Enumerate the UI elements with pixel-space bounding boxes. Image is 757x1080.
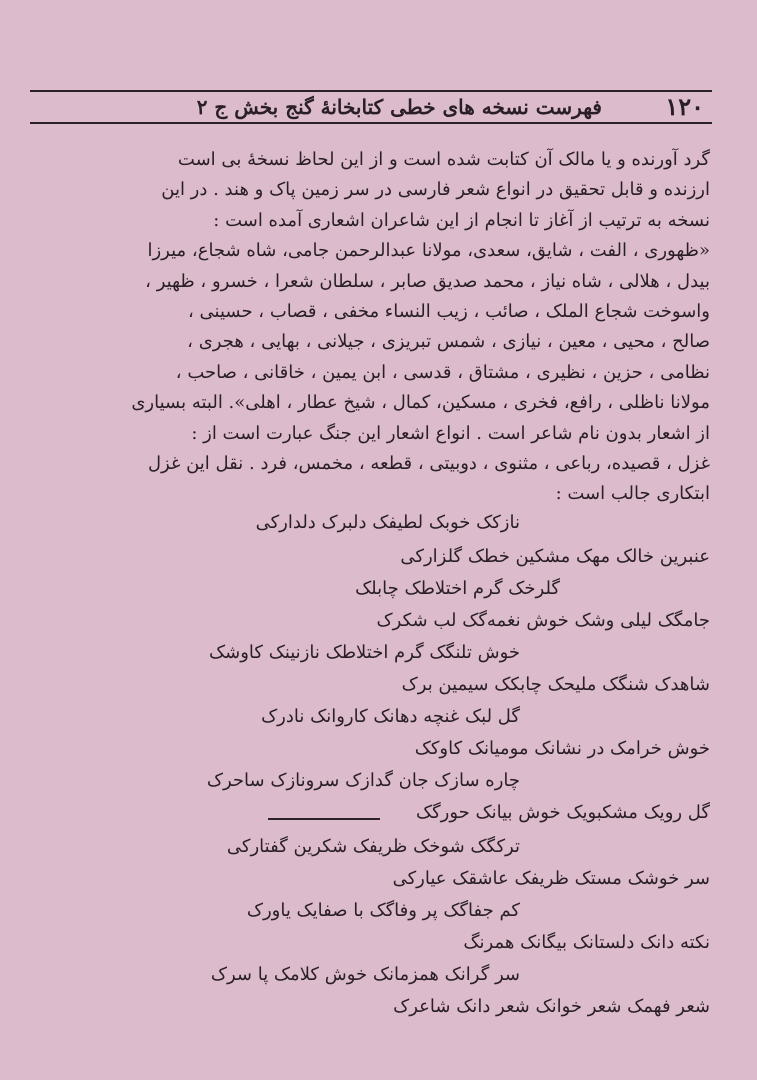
paragraph-line: بیدل ، هلالی ، شاه نیاز ، محمد صدیق صابر ، سلطان شعرا ، خسرو ، ظهیر ، xyxy=(145,270,710,292)
section-divider xyxy=(268,818,380,820)
paragraph-line: گرد آورنده و یا مالک آن کتابت شده است و از این لحاظ نسخهٔ بی است xyxy=(177,149,710,170)
poem-line: خوش خرامک در نشانک مومیانک کاوکک xyxy=(414,738,710,759)
poem-line: سر گرانک همزمانک خوش کلامک پا سرک xyxy=(210,964,520,985)
paragraph-line: نسخه به ترتیب از آغاز تا انجام از این شاعران اشعاری آمده است : xyxy=(213,209,710,231)
paragraph-line: صالح ، محیی ، معین ، نیازی ، شمس تبریزی ، جیلانی ، بهایی ، هجری ، xyxy=(187,331,710,353)
poem-line: شعر فهمک شعر خوانک شعر دانک شاعرک xyxy=(393,996,710,1017)
poem-line: گلرخک گرم اختلاطک چابلک xyxy=(355,578,560,599)
paragraph-line: ابتکاری جالب است : xyxy=(555,483,710,505)
poem-line: شاهدک شنگک ملیحک چابکک سیمین برک xyxy=(401,674,710,695)
paragraph-line: غزل ، قصیده، رباعی ، مثنوی ، دوبیتی ، قطعه ، مخمس، فرد . نقل این غزل xyxy=(147,453,710,475)
poem-line: عنبرین خالک مهک مشکین خطک گلزارکی xyxy=(400,546,710,567)
poem-line: نازکک خوبک لطیفک دلبرک دلدارکی xyxy=(255,512,520,533)
poem-line: نکته دانک دلستانک بیگانک همرنگ xyxy=(463,932,710,953)
poem-line: کم جفاگک پر وفاگک با صفایک یاورک xyxy=(246,900,520,921)
paragraph-line: نظامی ، حزین ، نظیری ، مشتاق ، قدسی ، ابن یمین ، خاقانی ، صاحب ، xyxy=(175,361,710,383)
paragraph-line: از اشعار بدون نام شاعر است . انواع اشعار این جنگ عبارت است از : xyxy=(191,422,710,444)
paragraph-line: واسوخت شجاع الملک ، صائب ، زیب النساء مخفی ، قصاب ، حسینی ، xyxy=(187,301,710,323)
paragraph-line: «ظهوری ، الفت ، شایق، سعدی، مولانا عبدالرحمن جامی، شاه شجاع، میرزا xyxy=(147,240,710,262)
poem-line: ترکگک شوخک ظریفک شکرین گفتارکی xyxy=(226,836,520,857)
poem-line: جامگک لیلی وشک خوش نغمه‌گک لب شکرک xyxy=(376,610,710,631)
page-header xyxy=(30,90,712,122)
paragraph-line: ارزنده و قابل تحقیق در انواع شعر فارسی در سر زمین پاک و هند . در این xyxy=(161,179,710,201)
body-paragraph xyxy=(40,145,710,510)
paragraph-line: مولانا ناظلی ، رافع، فخری ، مسکین، کمال ، شیخ عطار ، اهلی». البته بسیاری xyxy=(131,392,710,414)
running-title: فهرست نسخه های خطی کتابخانهٔ گنج بخش ج ۲ xyxy=(196,95,602,119)
poem-line: خوش تلنگک گرم اختلاطک نازنینک کاوشک xyxy=(209,642,520,663)
header-rule xyxy=(30,122,712,124)
poem-line: گل رویک مشکبویک خوش بیانک حورگک xyxy=(415,802,710,823)
poem-line: سر خوشک مستک ظریفک عاشقک عیارکی xyxy=(392,868,710,889)
poem-line: چاره سازک جان گدازک سرونازک ساحرک xyxy=(206,770,520,791)
page-number: ١٢٠ xyxy=(665,92,704,121)
poem-line: گل لبک غنچه دهانک کاروانک نادرک xyxy=(261,706,520,727)
